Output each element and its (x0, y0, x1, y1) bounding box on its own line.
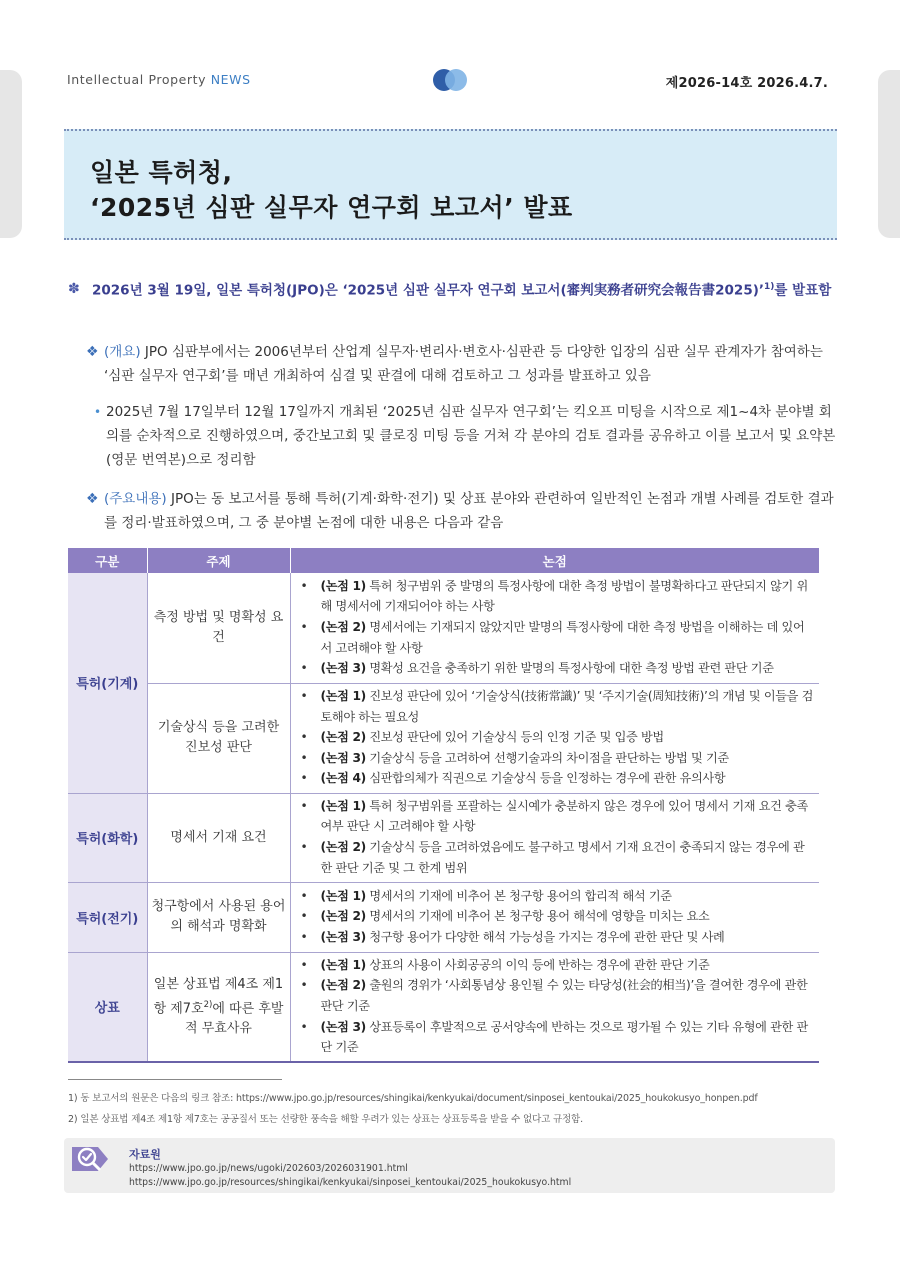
issue-item: • (논점 3) 기술상식 등을 고려하여 선행기술과의 차이점을 판단하는 방법 및 기준 (299, 748, 816, 769)
topic-footnote-ref: 2) (203, 999, 213, 1010)
issue-item: • (논점 1) 명세서의 기재에 비추어 본 청구항 용어의 합리적 해석 기준 (299, 886, 816, 907)
issues-cell (290, 573, 819, 683)
header-category: 구분 (68, 548, 147, 573)
lead-text: 2026년 3월 19일, 일본 특허청(JPO)은 ‘2025년 심판 실무자 연구회 보고서(審判実務者研究会報告書2025)’ (92, 282, 765, 299)
lead-paragraph (68, 276, 838, 302)
issue-item: • (논점 1) 특허 청구범위를 포괄하는 실시예가 충분하지 않은 경우에 있어 명세서 기재 요건 충족 여부 판단 시 고려해야 할 사항 (299, 796, 816, 837)
brand-accent-text: NEWS (210, 72, 251, 87)
table-row (68, 683, 819, 793)
issue-item: • (논점 1) 진보성 판단에 있어 ‘기술상식(技術常識)’ 및 ‘주지기술(周知技術)’의 개념 및 이들을 검토해야 하는 필요성 (299, 686, 816, 727)
topic-cell: 일본 상표법 제4조 제1항 제7호$^{2)}$에 따른 후발적 무효사유 (147, 952, 290, 1062)
topic-cell: 기술상식 등을 고려한 진보성 판단 (147, 683, 290, 793)
issues-cell (290, 882, 819, 952)
table-row (68, 882, 819, 952)
category-cell: 특허(화학) (68, 793, 147, 882)
main-content-paragraph (86, 487, 838, 535)
category-cell: 특허(기계) (68, 573, 147, 793)
title-box (64, 129, 837, 240)
footnote-divider (68, 1079, 282, 1080)
footnote-1: 1) 동 보고서의 원문은 다음의 링크 참조: https://www.jpo.go.jp/resources/shingikai/kenkyukai/document/sinposei_kentoukai/2025_houkokusyo_honpen.pdf (68, 1093, 758, 1104)
diamond-bullet-icon: ❖ (86, 491, 99, 507)
header-topic: 주제 (147, 548, 290, 573)
issue-item: • (논점 4) 심판합의체가 직권으로 기술상식 등을 인정하는 경우에 관한 유의사항 (299, 768, 816, 789)
source-box (64, 1138, 835, 1193)
diamond-bullet-icon: ❖ (86, 344, 99, 360)
issue-item: • (논점 3) 명확성 요건을 충족하기 위한 발명의 특정사항에 대한 측정 방법 관련 판단 기준 (299, 658, 816, 679)
left-edge-tab (0, 70, 22, 238)
publication-name (67, 72, 251, 87)
issue-item: • (논점 1) 상표의 사용이 사회공공의 이익 등에 반하는 경우에 관한 판단 기준 (299, 955, 816, 976)
lead-text-end: 를 발표함 (774, 282, 832, 299)
detail-paragraph (94, 400, 838, 472)
topic-cell: 측정 방법 및 명확성 요건 (147, 573, 290, 683)
footnote-2: 2) 일본 상표법 제4조 제1항 제7호는 공공질서 또는 선량한 풍속을 해할 우려가 있는 상표는 상표등록을 받을 수 없다고 규정함. (68, 1114, 583, 1125)
overview-label: (개요) (104, 344, 141, 360)
right-edge-tab (878, 70, 900, 238)
overview-paragraph (86, 340, 838, 388)
category-cell: 특허(전기) (68, 882, 147, 952)
dot-bullet-icon: • (94, 405, 102, 419)
two-circles-logo (433, 69, 469, 91)
topic-cell: 청구항에서 사용된 용어의 해석과 명확화 (147, 882, 290, 952)
main-content-label: (주요내용) (104, 491, 167, 507)
issue-item: • (논점 2) 명세서의 기재에 비추어 본 청구항 용어 해석에 영향을 미치는 요소 (299, 906, 816, 927)
topic-cell: 명세서 기재 요건 (147, 793, 290, 882)
issue-item: • (논점 2) 진보성 판단에 있어 기술상식 등의 인정 기준 및 입증 방법 (299, 727, 816, 748)
flower-bullet-icon: ✽ (68, 281, 80, 297)
issue-item: • (논점 3) 청구항 용어가 다양한 해석 가능성을 가지는 경우에 관한 판단 및 사례 (299, 927, 816, 948)
issue-item: • (논점 2) 출원의 경위가 ‘사회통념상 용인될 수 있는 타당성(社会的相当)’을 결여한 경우에 관한 판단 기준 (299, 975, 816, 1016)
source-link[interactable]: https://www.jpo.go.jp/resources/shingikai/kenkyukai/sinposei_kentoukai/2025_houkokusyo.html (129, 1177, 572, 1188)
source-title: 자료원 (129, 1148, 161, 1161)
header-issues: 논점 (290, 548, 819, 573)
table-row (68, 793, 819, 882)
issues-cell (290, 683, 819, 793)
issue-number: 제2026-14호 2026.4.7. (665, 76, 828, 91)
issue-item: • (논점 3) 상표등록이 후발적으로 공서양속에 반하는 것으로 평가될 수 있는 기타 유형에 관한 판단 기준 (299, 1017, 816, 1058)
page-title-line2: ‘2025년 심판 실무자 연구회 보고서’ 발표 (90, 193, 573, 222)
issues-cell (290, 952, 819, 1062)
main-content-text: JPO는 동 보고서를 통해 특허(기계·화학·전기) 및 상표 분야와 관련하여 일반적인 논점과 개별 사례를 검토한 결과를 정리·발표하였으며, 그 중 분야별 논점에 대한 내용은 다음과 같음 (104, 491, 834, 531)
detail-text: 2025년 7월 17일부터 12월 17일까지 개최된 ‘2025년 심판 실무자 연구회’는 킥오프 미팅을 시작으로 제1~4차 분야별 회의를 순차적으로 진행하였으며, 중간보고회 및 클로징 미팅 등을 거쳐 각 분야의 검토 결과를 공유하고 이를 보고서 및 요약본(영문 번역본)으로 정리함 (106, 404, 836, 468)
table-row (68, 952, 819, 1062)
page-title-line1: 일본 특허청, (90, 158, 233, 187)
overview-text: JPO 심판부에서는 2006년부터 산업계 실무자·변리사·변호사·심판관 등 다양한 입장의 심판 실무 관계자가 참여하는 ‘심판 실무자 연구회’를 매년 개최하여 심결 및 판결에 대해 검토하고 그 성과를 발표하고 있음 (104, 344, 823, 384)
issue-item: • (논점 2) 명세서에는 기재되지 않았지만 발명의 특정사항에 대한 측정 방법을 이해하는 데 있어서 고려해야 할 사항 (299, 617, 816, 658)
table-row (68, 573, 819, 683)
issues-table (68, 548, 819, 1063)
issues-cell (290, 793, 819, 882)
brand-light-text: Intellectual Property (67, 72, 207, 87)
magnifier-check-icon (70, 1141, 110, 1177)
logo-circle-light (445, 69, 467, 91)
issue-item: • (논점 2) 기술상식 등을 고려하였음에도 불구하고 명세서 기재 요건이 충족되지 않는 경우에 관한 판단 기준 및 그 한계 범위 (299, 837, 816, 878)
category-cell: 상표 (68, 952, 147, 1062)
table-header-row (68, 548, 819, 573)
lead-footnote-ref: 1) (764, 282, 775, 292)
issue-item: • (논점 1) 특허 청구범위 중 발명의 특정사항에 대한 측정 방법이 불명확하다고 판단되지 않기 위해 명세서에 기재되어야 하는 사항 (299, 576, 816, 617)
source-link[interactable]: https://www.jpo.go.jp/news/ugoki/202603/2026031901.html (129, 1163, 408, 1174)
